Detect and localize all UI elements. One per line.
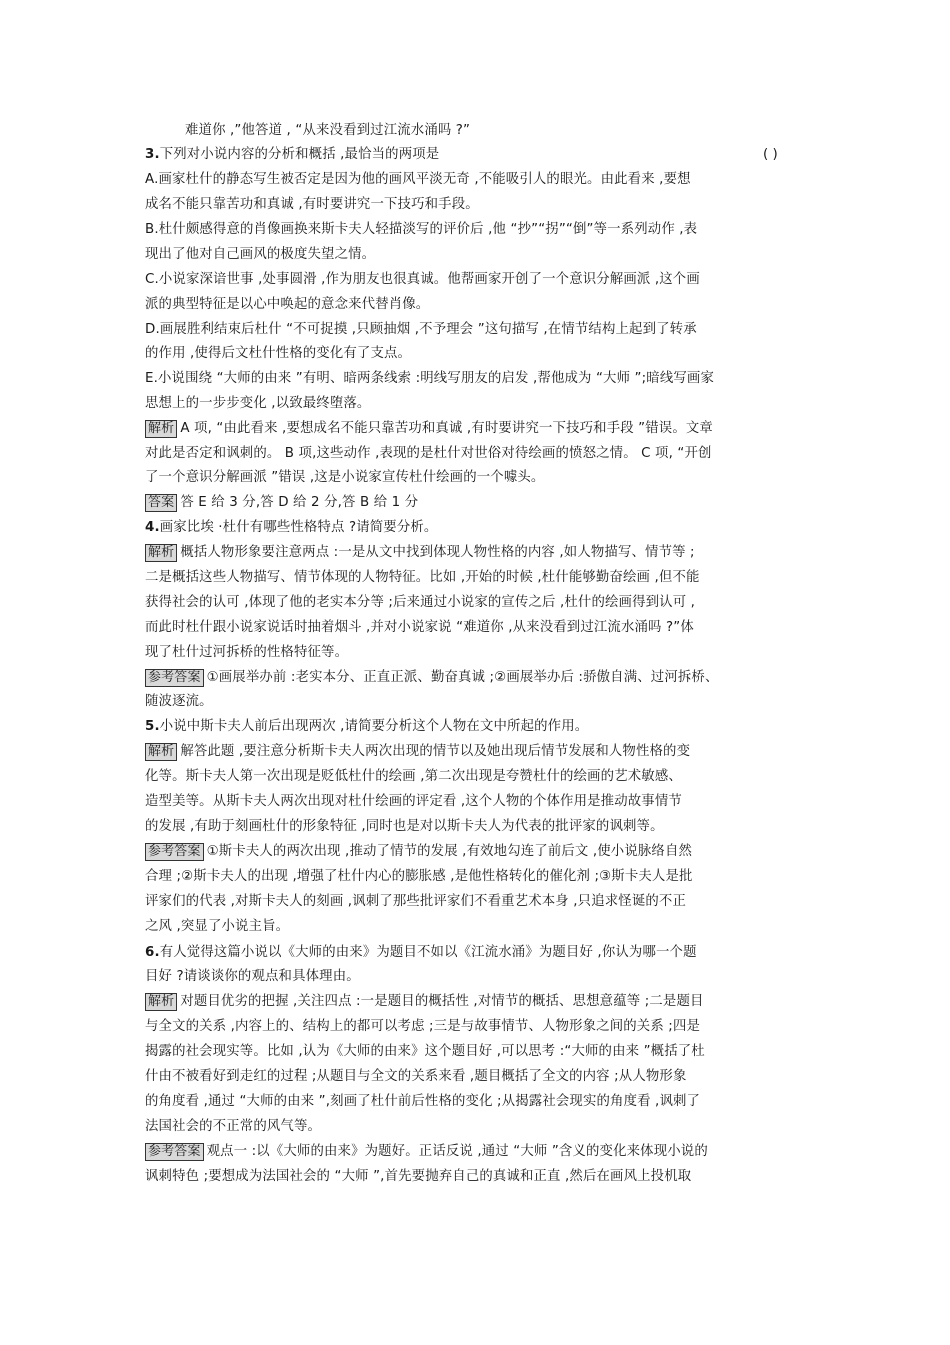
line-text: 有人觉得这篇小说以《大师的由来》为题目不如以《江流水涌》为题目好 ,你认为哪一个题 bbox=[159, 945, 697, 960]
text-line bbox=[145, 693, 213, 711]
line-text: 什由不被看好到走红的过程 ;从题目与全文的关系来看 ,题目概括了全文的内容 ;从人物形象 bbox=[145, 1069, 687, 1084]
line-text: 获得社会的认可 ,体现了他的老实本分等 ;后来通过小说家的宣传之后 ,杜什的绘画得到认可 , bbox=[145, 595, 696, 610]
text-line bbox=[145, 718, 588, 736]
answer-paren: ( ) bbox=[763, 147, 778, 162]
text-line bbox=[145, 669, 719, 687]
question-number: 5. bbox=[145, 719, 160, 734]
text-line bbox=[145, 146, 439, 164]
text-line bbox=[145, 569, 700, 587]
text-line bbox=[145, 1168, 691, 1186]
line-text: 而此时杜什跟小说家说话时抽着烟斗 ,并对小说家说 “难道你 ,从来没看到过江流水涌吗 ?”体 bbox=[145, 620, 694, 635]
line-text: 小说中斯卡夫人前后出现两次 ,请简要分析这个人物在文中所起的作用。 bbox=[159, 719, 589, 734]
line-text: 合理 ;②斯卡夫人的出现 ,增强了杜什内心的膨胀感 ,是他性格转化的催化剂 ;③斯卡夫人是批 bbox=[145, 869, 693, 884]
line-text: 的角度看 ,通过 “大师的由来 ”,刻画了杜什前后性格的变化 ;从揭露社会现实的角度看 ,讽刺了 bbox=[145, 1094, 701, 1109]
label-box: 解析 bbox=[145, 544, 177, 562]
text-line bbox=[145, 818, 664, 836]
text-line bbox=[145, 993, 704, 1011]
line-text: 思想上的一步步变化 ,以致最终堕落。 bbox=[145, 396, 371, 411]
line-text: E.小说围绕 “大师的由来 ”有明、暗两条线索 :明线写朋友的启发 ,帮他成为 “大师 ”;暗线写画家 bbox=[145, 371, 714, 386]
text-line bbox=[145, 1068, 687, 1086]
line-text: 讽刺特色 ;要想成为法国社会的 “大师 ”,首先要抛弃自己的真诚和正直 ,然后在画风上投机取 bbox=[145, 1169, 692, 1184]
line-text: 的发展 ,有助于刻画杜什的形象特征 ,同时也是对以斯卡夫人为代表的批评家的讽刺等。 bbox=[145, 819, 664, 834]
line-text: 观点一 :以《大师的由来》为题好。正话反说 ,通过 “大师 ”含义的变化来体现小说的 bbox=[206, 1144, 708, 1159]
line-text: A 项, “由此看来 ,要想成名不能只靠苦功和真诚 ,有时要讲究一下技巧和手段 ”错误。文章 bbox=[180, 421, 713, 436]
text-line bbox=[145, 793, 682, 811]
line-text: 现了杜什过河拆桥的性格特征等。 bbox=[145, 645, 349, 660]
text-line bbox=[145, 445, 712, 463]
label-box: 参考答案 bbox=[145, 843, 204, 861]
text-line bbox=[145, 171, 691, 189]
line-text: D.画展胜利结束后杜什 “不可捉摸 ,只顾抽烟 ,不予理会 ”这句描写 ,在情节结构上起到了转承 bbox=[145, 322, 697, 337]
text-line bbox=[145, 768, 682, 786]
line-text: 化等。斯卡夫人第一次出现是贬低杜什的绘画 ,第二次出现是夸赞杜什的绘画的艺术敏感、 bbox=[145, 769, 682, 784]
line-text: ①画展举办前 :老实本分、正直正派、勤奋真诚 ;②画展举办后 :骄傲自满、过河拆桥、 bbox=[206, 670, 719, 685]
text-line bbox=[145, 544, 695, 562]
text-line bbox=[145, 843, 692, 861]
text-line bbox=[145, 1118, 321, 1136]
line-text: 对题目优劣的把握 ,关注四点 :一是题目的概括性 ,对情节的概括、思想意蕴等 ;二是题目 bbox=[180, 994, 704, 1009]
line-text: 二是概括这些人物描写、情节体现的人物特征。比如 ,开始的时候 ,杜什能够勤奋绘画 ,但不能 bbox=[145, 570, 700, 585]
text-line bbox=[145, 321, 697, 339]
text-line bbox=[145, 1093, 700, 1111]
text-line bbox=[145, 644, 348, 662]
line-text: 答 E 给 3 分,答 D 给 2 分,答 B 给 1 分 bbox=[180, 495, 419, 510]
line-text: 评家们的代表 ,对斯卡夫人的刻画 ,讽刺了那些批评家们不看重艺术本身 ,只追求怪诞的不正 bbox=[145, 894, 686, 909]
text-line bbox=[145, 594, 695, 612]
line-text: 法国社会的不正常的风气等。 bbox=[145, 1119, 322, 1134]
label-box: 解析 bbox=[145, 743, 177, 761]
question-number: 4. bbox=[145, 520, 160, 535]
label-box: 解析 bbox=[145, 420, 177, 438]
text-line bbox=[145, 370, 714, 388]
text-line bbox=[145, 196, 479, 214]
text-line bbox=[145, 968, 360, 986]
line-text: 难道你 ,”他答道 , “从来没看到过江流水涌吗 ?” bbox=[185, 123, 471, 138]
line-text: 派的典型特征是以心中唤起的意念来代替肖像。 bbox=[145, 297, 430, 312]
text-line bbox=[145, 1018, 700, 1036]
line-text: A.画家杜什的静态写生被否定是因为他的画风平淡无奇 ,不能吸引人的眼光。由此看来 ,要想 bbox=[145, 172, 691, 187]
question-number: 6. bbox=[145, 945, 160, 960]
line-text: 揭露的社会现实等。比如 ,认为《大师的由来》这个题目好 ,可以思考 :“大师的由来 ”概括了杜 bbox=[145, 1044, 705, 1059]
line-text: 成名不能只靠苦功和真诚 ,有时要讲究一下技巧和手段。 bbox=[145, 197, 479, 212]
text-line bbox=[145, 619, 694, 637]
text-line bbox=[185, 122, 470, 140]
label-box: 答案 bbox=[145, 494, 177, 512]
line-text: 的作用 ,使得后文杜什性格的变化有了支点。 bbox=[145, 346, 412, 361]
line-text: 对此是否定和讽刺的。 B 项,这些动作 ,表现的是杜什对世俗对待绘画的愤怒之情。 C 项, “开创 bbox=[145, 446, 712, 461]
line-text: 概括人物形象要注意两点 :一是从文中找到体现人物性格的内容 ,如人物描写、情节等 ; bbox=[180, 545, 695, 560]
text-line bbox=[145, 469, 544, 487]
text-line bbox=[145, 918, 289, 936]
line-text: 了一个意识分解画派 ”错误 ,这是小说家宣传杜什绘画的一个噱头。 bbox=[145, 470, 545, 485]
line-text: B.杜什颇感得意的肖像画换来斯卡夫人轻描淡写的评价后 ,他 “抄”“拐”“倒”等一系列动作 ,表 bbox=[145, 222, 698, 237]
line-text: 随波逐流。 bbox=[145, 694, 213, 709]
text-line bbox=[145, 944, 697, 962]
text-line bbox=[145, 868, 693, 886]
line-text: C.小说家深谙世事 ,处事圆滑 ,作为朋友也很真诚。他帮画家开创了一个意识分解画派 ,这个画 bbox=[145, 272, 700, 287]
line-text: 现出了他对自己画风的极度失望之情。 bbox=[145, 247, 376, 262]
text-line bbox=[145, 345, 411, 363]
line-text: 造型美等。从斯卡夫人两次出现对杜什绘画的评定看 ,这个人物的个体作用是推动故事情节 bbox=[145, 794, 682, 809]
text-line bbox=[145, 221, 697, 239]
question-number: 3. bbox=[145, 147, 160, 162]
text-line bbox=[145, 271, 700, 289]
text-line bbox=[145, 395, 370, 413]
text-line bbox=[145, 1143, 708, 1161]
text-line bbox=[145, 296, 429, 314]
line-text: 解答此题 ,要注意分析斯卡夫人两次出现的情节以及她出现后情节发展和人物性格的变 bbox=[180, 744, 691, 759]
text-line bbox=[145, 420, 713, 438]
line-text: 目好 ?请谈谈你的观点和具体理由。 bbox=[145, 969, 360, 984]
text-line bbox=[145, 1043, 705, 1061]
text-line bbox=[145, 519, 437, 537]
line-text: 下列对小说内容的分析和概括 ,最恰当的两项是 bbox=[159, 147, 440, 162]
line-text: 之风 ,突显了小说主旨。 bbox=[145, 919, 290, 934]
text-line bbox=[145, 246, 375, 264]
label-box: 参考答案 bbox=[145, 669, 204, 687]
label-box: 解析 bbox=[145, 993, 177, 1011]
line-text: ①斯卡夫人的两次出现 ,推动了情节的发展 ,有效地勾连了前后文 ,使小说脉络自然 bbox=[206, 844, 693, 859]
text-line bbox=[145, 893, 686, 911]
line-text: 与全文的关系 ,内容上的、结构上的都可以考虑 ;三是与故事情节、人物形象之间的关系 ;四是 bbox=[145, 1019, 701, 1034]
label-box: 参考答案 bbox=[145, 1143, 204, 1161]
text-line bbox=[145, 494, 418, 512]
text-line bbox=[145, 743, 690, 761]
line-text: 画家比埃 ·杜什有哪些性格特点 ?请简要分析。 bbox=[159, 520, 438, 535]
